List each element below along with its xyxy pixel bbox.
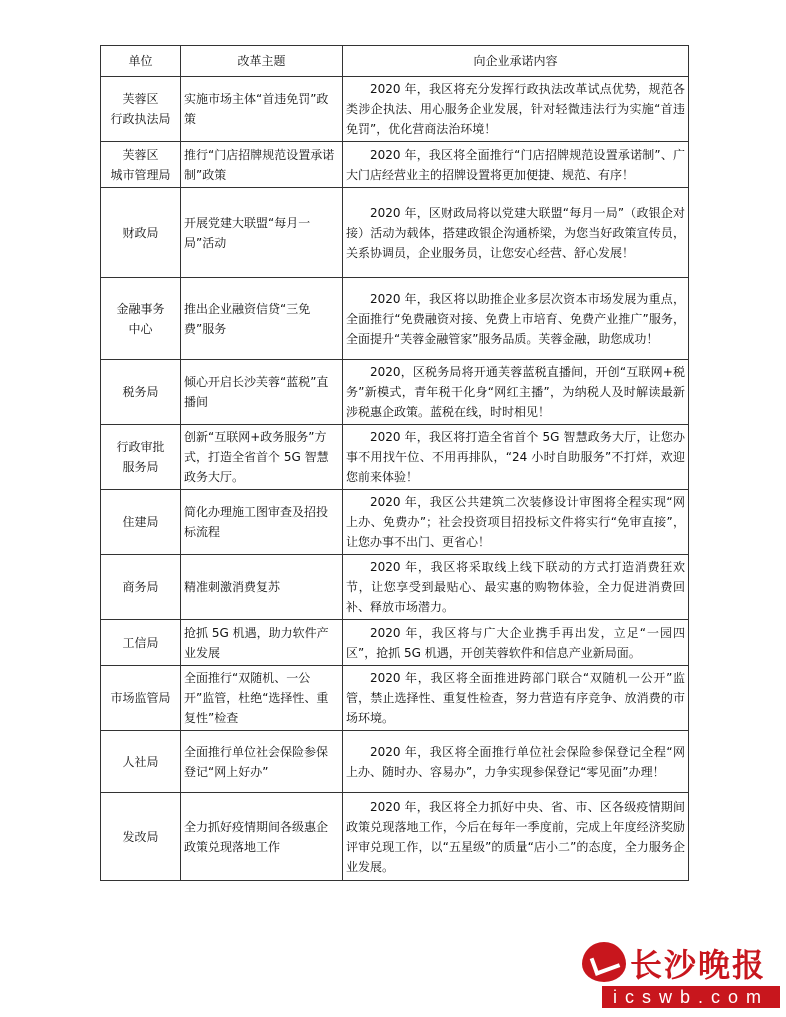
cell-promise: [343, 666, 689, 731]
table-row: [101, 360, 689, 425]
cell-theme: 全面推行“双随机、一公开”监管，杜绝“选择性、重复性”检查: [181, 666, 343, 731]
table-row: [101, 620, 689, 666]
cell-unit: 工信局: [101, 620, 181, 666]
cell-promise: [343, 490, 689, 555]
cell-unit: 芙蓉区 城市管理局: [101, 142, 181, 188]
cell-unit: 行政审批 服务局: [101, 425, 181, 490]
logo-mark-icon: [582, 942, 626, 982]
cell-promise: [343, 188, 689, 278]
cell-theme: 简化办理施工图审查及招投标流程: [181, 490, 343, 555]
table-row: [101, 425, 689, 490]
cell-promise: [343, 731, 689, 793]
cell-promise: [343, 793, 689, 881]
promise-text: 2020 年，我区将全面推行“门店招牌规范设置承诺制”、广大门店经营业主的招牌设置将更加便捷、规范、有序！: [346, 147, 685, 182]
promise-text: 2020 年，我区将打造全省首个 5G 智慧政务大厅，让您办事不用找午位、不用再排队，“24 小时自助服务”不打烊，欢迎您前来体验！: [346, 430, 685, 484]
cell-unit: 金融事务 中心: [101, 278, 181, 360]
header-promise: 向企业承诺内容: [343, 46, 689, 77]
cell-unit: 住建局: [101, 490, 181, 555]
promise-text: 2020 年，我区将全面推行单位社会保险参保登记全程“网上办、随时办、容易办”，力争实现参保登记“零见面”办理！: [346, 744, 685, 779]
cell-unit: 市场监管局: [101, 666, 181, 731]
table-row: [101, 77, 689, 142]
cell-promise: [343, 620, 689, 666]
cell-theme: 推出企业融资信贷“三免费”服务: [181, 278, 343, 360]
promise-text: 2020 年，我区公共建筑二次装修设计审图将全程实现“网上办、免费办”；社会投资项目招投标文件将实行“免审直接”，让您办事不出门、更省心！: [346, 495, 685, 549]
cell-theme: 实施市场主体“首违免罚”政策: [181, 77, 343, 142]
cell-theme: 开展党建大联盟“每月一局”活动: [181, 188, 343, 278]
cell-unit: 芙蓉区 行政执法局: [101, 77, 181, 142]
table-row: [101, 142, 689, 188]
table-row: [101, 731, 689, 793]
header-theme: 改革主题: [181, 46, 343, 77]
promise-text: 2020 年，我区将充分发挥行政执法改革试点优势，规范各类涉企执法、用心服务企业发展，针对轻微违法行为实施“首违免罚”，优化营商法治环境！: [346, 82, 685, 136]
table-row: [101, 555, 689, 620]
table-row: [101, 278, 689, 360]
promise-text: 2020 年，我区将全面推进跨部门联合“双随机一公开”监管，禁止选择性、重复性检查，努力营造有序竞争、放消费的市场环境。: [346, 671, 685, 725]
table-row: [101, 793, 689, 881]
logo-url: icswb.com: [602, 986, 780, 1008]
reform-table: [100, 45, 689, 881]
promise-text: 2020 年，区财政局将以党建大联盟“每月一局”（政银企对接）活动为载体，搭建政银企沟通桥梁，为您当好政策宣传员，关系协调员，企业服务员，让您安心经营、舒心发展！: [346, 205, 685, 260]
newspaper-logo: [582, 940, 782, 1010]
cell-promise: [343, 425, 689, 490]
cell-promise: [343, 555, 689, 620]
table-row: [101, 490, 689, 555]
promise-text: 2020 年，我区将以助推企业多层次资本市场发展为重点，全面推行“免费融资对接、免费上市培育、免费产业推广”服务，全面提升“芙蓉金融管家”服务品质。芙蓉金融，助您成功！: [346, 291, 685, 346]
table-row: [101, 666, 689, 731]
cell-unit: 发改局: [101, 793, 181, 881]
cell-theme: 推行“门店招牌规范设置承诺制”政策: [181, 142, 343, 188]
cell-unit: 商务局: [101, 555, 181, 620]
promise-text: 2020，区税务局将开通芙蓉蓝税直播间，开创“互联网+税务”新模式，青年税干化身“网红主播”，为纳税人及时解读最新涉税惠企政策。蓝税在线，时时相见！: [346, 365, 685, 419]
cell-unit: 人社局: [101, 731, 181, 793]
cell-theme: 抢抓 5G 机遇，助力软件产业发展: [181, 620, 343, 666]
cell-promise: [343, 278, 689, 360]
cell-theme: 倾心开启长沙芙蓉“蓝税”直播间: [181, 360, 343, 425]
header-unit: 单位: [101, 46, 181, 77]
cell-unit: 税务局: [101, 360, 181, 425]
cell-promise: [343, 77, 689, 142]
table-row: [101, 188, 689, 278]
table-header-row: [101, 46, 689, 77]
cell-theme: 精准刺激消费复苏: [181, 555, 343, 620]
cell-promise: [343, 360, 689, 425]
logo-name: 长沙晚报: [630, 946, 767, 984]
promise-text: 2020 年，我区将与广大企业携手再出发，立足“一园四区”，抢抓 5G 机遇，开创芙蓉软件和信息产业新局面。: [346, 625, 685, 660]
cell-promise: [343, 142, 689, 188]
cell-theme: 创新“互联网+政务服务”方式，打造全省首个 5G 智慧政务大厅。: [181, 425, 343, 490]
cell-unit: 财政局: [101, 188, 181, 278]
promise-text: 2020 年，我区将全力抓好中央、省、市、区各级疫情期间政策兑现落地工作，今后在每年一季度前，完成上年度经济奖励评审兑现工作，以“五星级”的质量“店小二”的态度，全力服务企业发展。: [346, 799, 685, 874]
cell-theme: 全力抓好疫情期间各级惠企政策兑现落地工作: [181, 793, 343, 881]
promise-text: 2020 年，我区将采取线上线下联动的方式打造消费狂欢节，让您享受到最贴心、最实惠的购物体验，全力促进消费回补、释放市场潜力。: [346, 560, 685, 614]
cell-theme: 全面推行单位社会保险参保登记“网上好办”: [181, 731, 343, 793]
